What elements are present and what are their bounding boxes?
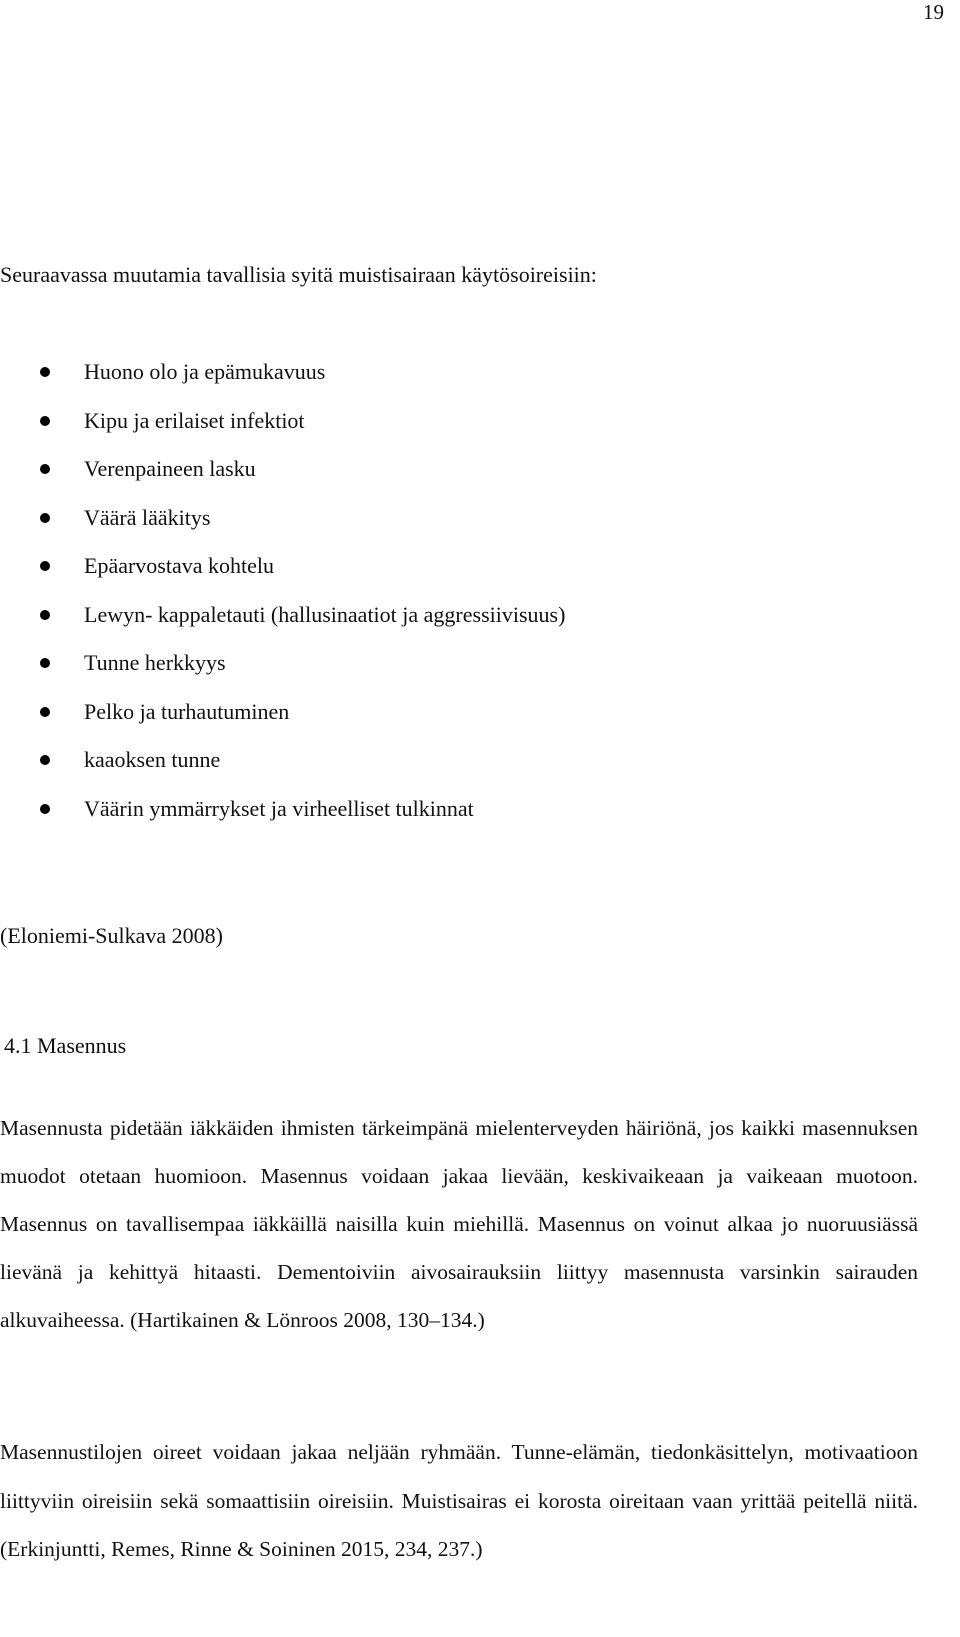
bullet-icon: [40, 804, 50, 814]
bullet-icon: [40, 416, 50, 426]
list-item-text: Tunne herkkyys: [84, 650, 226, 675]
section-heading: 4.1 Masennus: [4, 1033, 127, 1058]
list-item-text: Kipu ja erilaiset infektiot: [84, 407, 305, 433]
list-item: [0, 506, 565, 555]
intro-text: Seuraavassa muutamia tavallisia syitä muistisairaan käytösoireisiin:: [0, 262, 597, 287]
list-item: [0, 797, 565, 846]
list-item: [0, 603, 565, 652]
list-item-text: Pelko ja turhautuminen: [84, 698, 290, 724]
citation: (Eloniemi-Sulkava 2008): [0, 923, 224, 948]
body-paragraph-1: Masennusta pidetään iäkkäiden ihmisten tärkeimpänä mielenterveyden häiriönä, jos kaikki masennuksen muodot otetaan huomioon. Masennus voidaan jakaa lievään, keskivaikeaan ja vaikeaan muotoon. Masennus on tavallisempaa iäkkäillä naisilla kuin miehillä. Masennus on voinut alkaa jo nuoruusiässä lievänä ja kehittyä hitaasti. Dementoiviin aivosairauksiin liittyy masennusta varsinkin sairauden alkuvaiheessa. (Hartikainen & Lönroos 2008, 130–134.): [0, 1116, 918, 1332]
list-item: [0, 457, 565, 506]
list-item: [0, 700, 565, 749]
bullet-icon: [40, 513, 50, 523]
list-item: [0, 748, 565, 797]
bullet-icon: [40, 610, 50, 620]
bullet-icon: [40, 561, 50, 571]
list-item-text: Huono olo ja epämukavuus: [84, 359, 326, 384]
list-item: [0, 360, 565, 409]
page-number: 19: [923, 0, 944, 24]
list-item: [0, 409, 565, 458]
list-item: [0, 554, 565, 603]
bullet-icon: [40, 755, 50, 765]
list-item-text: Verenpaineen lasku: [84, 456, 256, 481]
list-item-text: Lewyn- kappaletauti (hallusinaatiot ja aggressiivisuus): [84, 601, 566, 627]
list-item-text: kaaoksen tunne: [84, 747, 221, 772]
causes-bullet-list: [0, 360, 565, 845]
list-item-text: Väärä lääkitys: [84, 504, 211, 530]
list-item-text: Väärin ymmärrykset ja virheelliset tulkinnat: [84, 795, 474, 821]
list-item: [0, 651, 565, 700]
body-paragraph-2: Masennustilojen oireet voidaan jakaa neljään ryhmään. Tunne-elämän, tiedonkäsittelyn, motivaatioon liittyviin oireisiin sekä somaattisiin oireisiin. Muistisairas ei korosta oireitaan vaan yrittää peitellä niitä. (Erkinjuntti, Remes, Rinne & Soininen 2015, 234, 237.): [0, 1440, 918, 1561]
bullet-icon: [40, 367, 50, 377]
bullet-icon: [40, 707, 50, 717]
bullet-icon: [40, 464, 50, 474]
list-item-text: Epäarvostava kohtelu: [84, 553, 274, 578]
bullet-icon: [40, 658, 50, 668]
